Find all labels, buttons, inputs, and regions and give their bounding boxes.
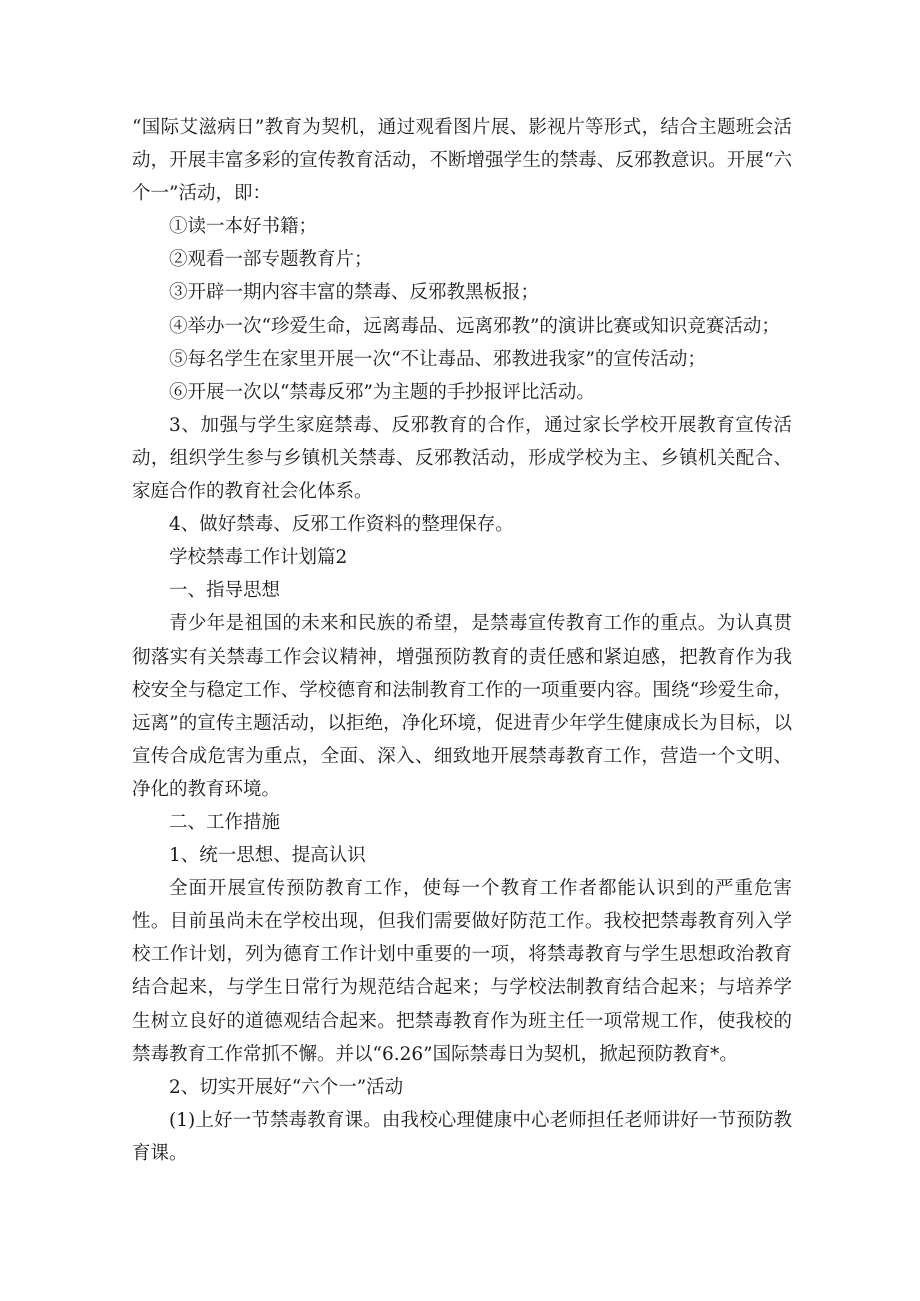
paragraph-unify-thinking: 全面开展宣传预防教育工作，使每一个教育工作者都能认识到的严重危害性。目前虽尚未在学校出现，但我们需要做好防范工作。我校把禁毒教育列入学校工作计划，列为德育工作计划中重要的一项，将禁毒教育与学生思想政治教育结合起来，与学生日常行为规范结合起来；与学校法制教育结合起来；与培养学生树立良好的道德观结合起来。把禁毒教育作为班主任一项常规工作，使我校的禁毒教育工作常抓不懈。并以“6.26”国际禁毒日为契机，掀起预防教育*。 xyxy=(132,878,792,1065)
heading-guiding-ideology: 一、指导思想 xyxy=(169,580,281,602)
section-title: 学校禁毒工作计划篇2 xyxy=(169,547,348,569)
paragraph-family-cooperation: 3、加强与学生家庭禁毒、反邪教育的合作，通过家长学校开展教育宣传活动，组织学生参与乡镇机关禁毒、反邪教活动，形成学校为主、乡镇机关配合、家庭合作的教育社会化体系。 xyxy=(132,414,792,503)
list-item-read-book: ①读一本好书籍； xyxy=(169,216,318,238)
heading-six-ones: 2、切实开展好“六个一”活动 xyxy=(169,1076,404,1098)
list-item-speech-contest: ④举办一次“珍爱生命，远离毒品、远离邪教”的演讲比赛或知识竞赛活动； xyxy=(169,315,780,337)
paragraph-lesson: (1)上好一节禁毒教育课。由我校心理健康中心老师担任老师讲好一节预防教育课。 xyxy=(132,1109,792,1164)
list-item-family-activity: ⑤每名学生在家里开展一次“不让毒品、邪教进我家”的宣传活动； xyxy=(169,348,706,370)
heading-work-measures: 二、工作措施 xyxy=(169,811,281,833)
heading-unify-thinking: 1、统一思想、提高认识 xyxy=(169,845,366,867)
list-item-handwritten-paper: ⑥开展一次以“禁毒反邪”为主题的手抄报评比活动。 xyxy=(169,381,595,403)
list-item-blackboard: ③开辟一期内容丰富的禁毒、反邪教黑板报； xyxy=(169,282,540,304)
paragraph-intro: “国际艾滋病日”教育为契机，通过观看图片展、影视片等形式，结合主题班会活动，开展丰富多彩的宣传教育活动，不断增强学生的禁毒、反邪教意识。开展“六个一”活动，即： xyxy=(132,117,792,205)
paragraph-guiding-ideology: 青少年是祖国的未来和民族的希望，是禁毒宣传教育工作的重点。为认真贯彻落实有关禁毒工作会议精神，增强预防教育的责任感和紧迫感，把教育作为我校安全与稳定工作、学校德育和法制教育工作的一项重要内容。围绕“珍爱生命，远离”的宣传主题活动，以拒绝，净化环境，促进青少年学生健康成长为目标，以宣传合成危害为重点，全面、深入、细致地开展禁毒教育工作，营造一个文明、净化的教育环境。 xyxy=(132,613,792,800)
list-item-watch-film: ②观看一部专题教育片； xyxy=(169,249,373,271)
paragraph-archive: 4、做好禁毒、反邪工作资料的整理保存。 xyxy=(169,514,514,536)
